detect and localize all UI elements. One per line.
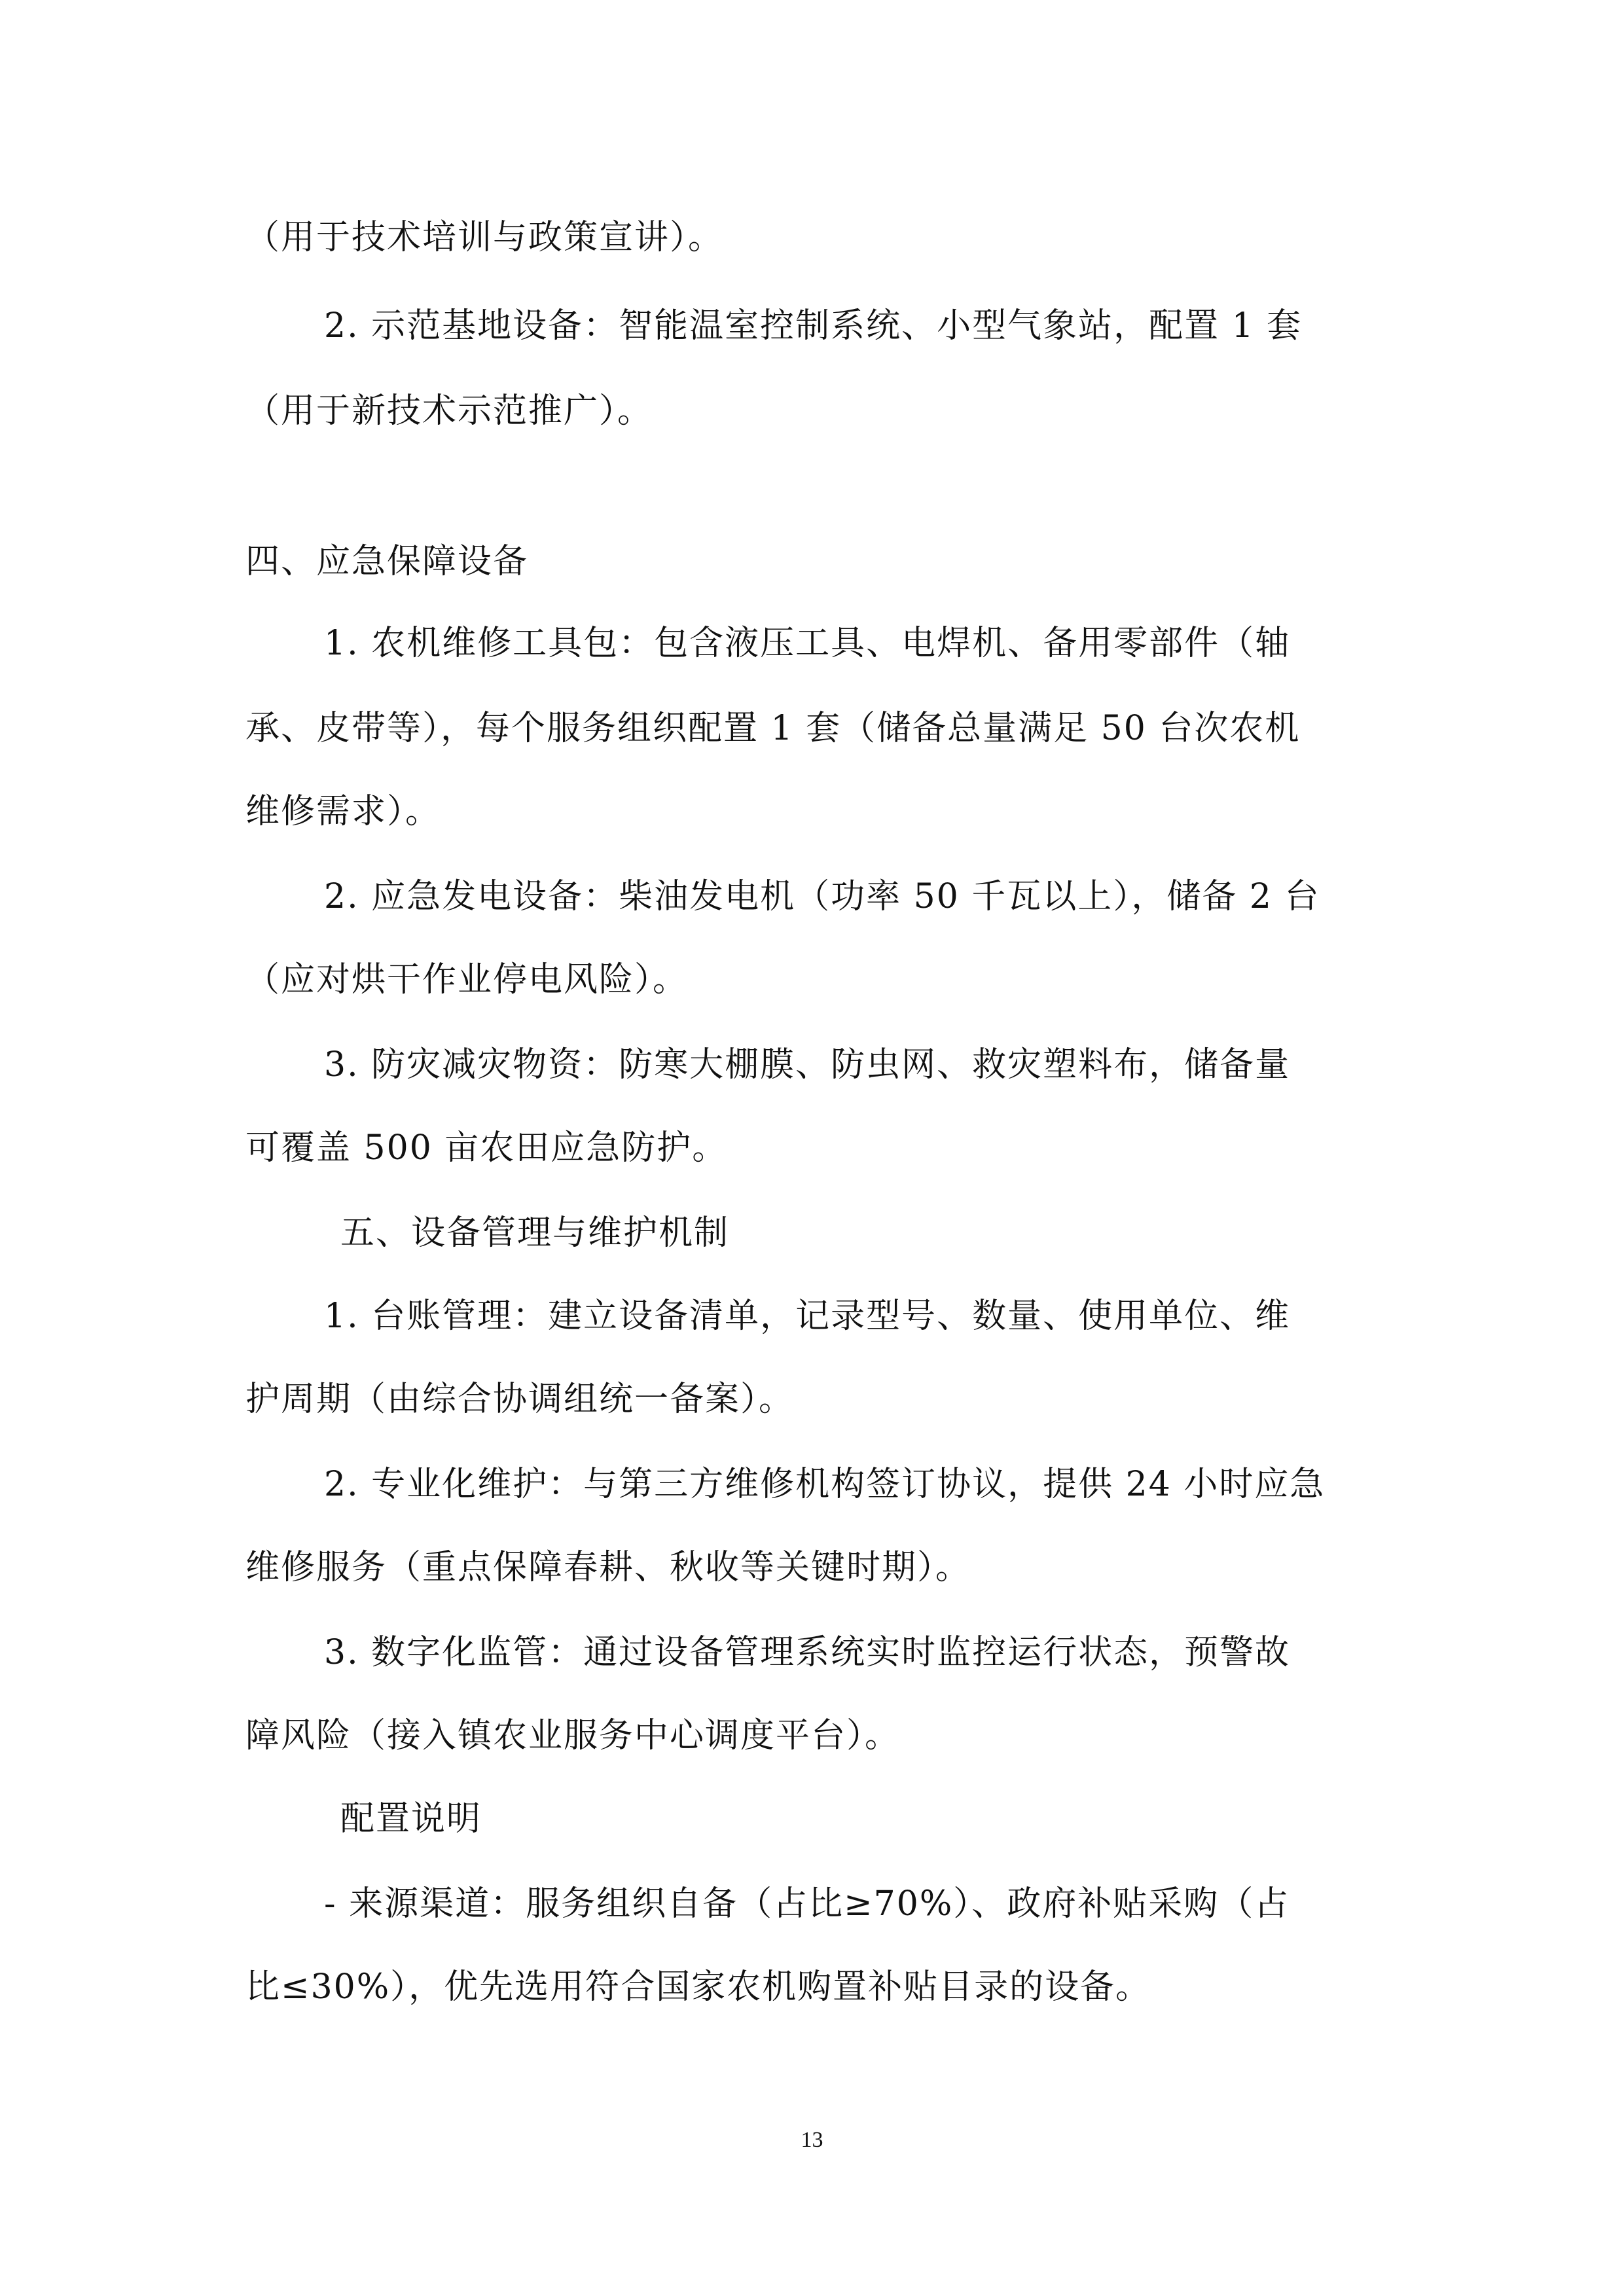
- text-line: 1. 台账管理：建立设备清单，记录型号、数量、使用单位、维: [324, 1297, 1291, 1336]
- text-line: 承、皮带等），每个服务组织配置 1 套（储备总量满足 50 台次农机: [245, 709, 1301, 748]
- text-line: 维修需求）。: [245, 792, 441, 831]
- section-heading: 五、设备管理与维护机制: [340, 1213, 730, 1253]
- text-line: 维修服务（重点保障春耕、秋收等关键时期）。: [245, 1548, 971, 1587]
- text-line: 比≤30%），优先选用符合国家农机购置补贴目录的设备。: [245, 1967, 1151, 2007]
- section-heading: 四、应急保障设备: [245, 542, 529, 581]
- text-line: 2. 应急发电设备：柴油发电机（功率 50 千瓦以上），储备 2 台: [324, 877, 1320, 916]
- text-line: - 来源渠道：服务组织自备（占比≥70%）、政府补贴采购（占: [324, 1884, 1290, 1924]
- text-line: 障风险（接入镇农业服务中心调度平台）。: [245, 1716, 901, 1755]
- text-line: 1. 农机维修工具包：包含液压工具、电焊机、备用零部件（轴: [324, 624, 1291, 663]
- text-line: （用于新技术示范推广）。: [245, 391, 653, 431]
- subheading: 配置说明: [340, 1799, 482, 1839]
- text-line: 3. 数字化监管：通过设备管理系统实时监控运行状态，预警故: [324, 1633, 1291, 1672]
- text-line: （用于技术培训与政策宣讲）。: [245, 218, 724, 257]
- page-number: 13: [801, 2128, 823, 2152]
- text-line: 2. 示范基地设备：智能温室控制系统、小型气象站，配置 1 套: [324, 306, 1303, 346]
- text-line: 2. 专业化维护：与第三方维修机构签订协议，提供 24 小时应急: [324, 1465, 1326, 1504]
- text-line: （应对烘干作业停电风险）。: [245, 960, 689, 999]
- text-line: 可覆盖 500 亩农田应急防护。: [245, 1128, 728, 1168]
- text-line: 3. 防灾减灾物资：防寒大棚膜、防虫网、救灾塑料布，储备量: [324, 1045, 1291, 1085]
- text-line: 护周期（由综合协调组统一备案）。: [245, 1380, 795, 1419]
